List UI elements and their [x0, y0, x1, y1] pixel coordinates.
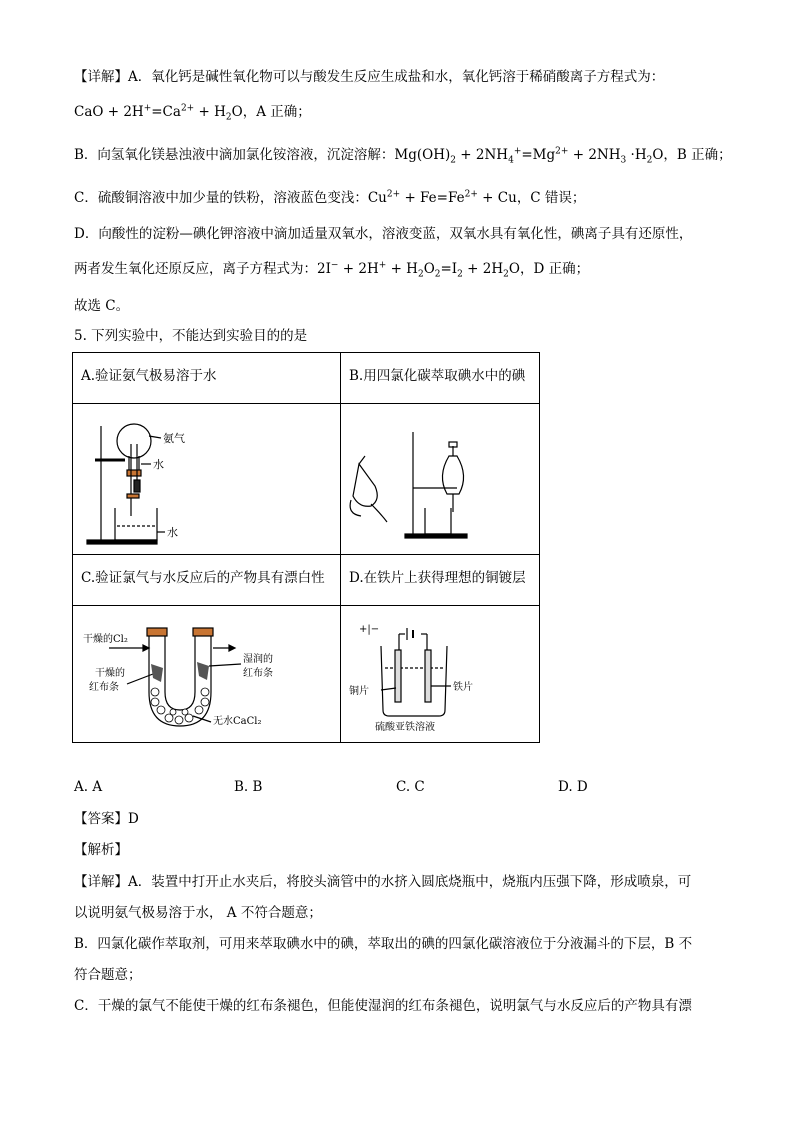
cell-b-title: B.用四氯化碳萃取碘水中的碘	[349, 368, 526, 384]
analysis-tag: 解析	[87, 842, 115, 858]
answer-options	[74, 778, 694, 798]
equation-cao: CaO + $2H^+=Ca^{2+} + H_2O$	[74, 103, 243, 123]
analysis-b-line1: B．四氯化碳作萃取剂，可用来萃取碘水中的碘，萃取出的碘的四氯化碳溶液位于分液漏斗的下层，B 不	[74, 936, 693, 952]
label-red-cloth-left: 红布条	[89, 682, 119, 693]
label-cacl2: 无水CaCl₂	[213, 716, 262, 727]
label-water-dropper: 水	[153, 458, 164, 471]
prev-b-line: B．向氢氧化镁悬浊液中滴加氯化铵溶液，沉淀溶解：$Mg(OH)_2 + 2NH_4^+=Mg^{2+} + 2NH_3 \cdot H_2O$，B 正确；	[74, 146, 732, 166]
option-d: D. D	[558, 779, 588, 795]
electroplating-apparatus-figure	[341, 606, 539, 742]
option-b: B. B	[234, 779, 263, 795]
electroplating-diagram	[341, 606, 539, 742]
utube-apparatus-figure	[73, 606, 340, 742]
cell-a-title: A.验证氨气极易溶于水	[81, 368, 217, 384]
answer-tag: 答案	[87, 811, 115, 827]
option-c: C. C	[396, 779, 425, 795]
cell-c-title: C.验证氯气与水反应后的产物具有漂白性	[81, 570, 325, 586]
label-solution: 硫酸亚铁溶液	[375, 722, 435, 733]
label-red-cloth-right: 红布条	[243, 668, 273, 679]
label-dry-cl2: 干燥的Cl₂	[83, 634, 128, 645]
experiment-table	[72, 352, 540, 743]
prev-detail-a-line1: 【详解】A．氧化钙是碱性氧化物可以与酸发生反应生成盐和水，氧化钙溶于稀硝酸离子方程式为：	[74, 69, 665, 85]
label-water-beaker: 水	[167, 526, 178, 539]
equation-mgoh2: $Mg(OH)_2 + 2NH_4^+=Mg^{2+} + 2NH_3 \cdot H_2O$	[394, 146, 664, 166]
answer-value: D	[128, 811, 139, 827]
equation-cu-fe: $Cu^{2+} + Fe=Fe^{2+} + Cu$	[367, 189, 517, 206]
label-wet-cloth: 湿润的	[243, 654, 273, 665]
extraction-diagram	[341, 404, 539, 554]
analysis-a-line2: 以说明氨气极易溶于水， A 不符合题意；	[74, 905, 322, 921]
label-copper: 铜片	[349, 686, 369, 697]
cell-d-title: D.在铁片上获得理想的铜镀层	[349, 570, 526, 586]
label-ammonia: 氨气	[163, 432, 185, 445]
equation-iodide: $2I^- + 2H^+ + H_2O_2=I_2 + 2H_2O$	[317, 260, 520, 280]
question-stem: 5. 下列实验中，不能达到实验目的的是	[74, 328, 308, 344]
label-iron: 铁片	[453, 682, 473, 693]
prev-c-line: C．硫酸铜溶液中加少量的铁粉，溶液蓝色变浅：$Cu^{2+} + Fe=Fe^{2+} + Cu$，C 错误；	[74, 189, 586, 206]
prev-a-equation-line: CaO + $2H^+=Ca^{2+} + H_2O$，A 正确；	[74, 103, 311, 123]
analysis-heading: 【解析】	[74, 842, 128, 858]
utube-diagram	[73, 606, 340, 742]
analysis-b-line2: 符合题意；	[74, 967, 142, 983]
label-dry-cloth: 干燥的	[95, 668, 125, 679]
analysis-a-line1: 【详解】A．装置中打开止水夹后，将胶头滴管中的水挤入圆底烧瓶中，烧瓶内压强下降，形成喷泉，可	[74, 874, 692, 890]
answer-line: 【答案】D	[74, 811, 139, 827]
fountain-diagram	[73, 404, 340, 554]
analysis-c-line1: C．干燥的氯气不能使干燥的红布条褪色，但能使湿润的红布条褪色，说明氯气与水反应后的产物具有漂	[74, 998, 692, 1014]
fountain-apparatus-figure	[73, 404, 340, 554]
prev-d-line2: 两者发生氧化还原反应，离子方程式为：$2I^- + 2H^+ + H_2O_2=I_2 + 2H_2O$，D 正确；	[74, 260, 590, 280]
option-a: A. A	[74, 779, 103, 795]
prev-choose: 故选 C。	[74, 298, 130, 314]
extraction-apparatus-figure	[341, 404, 539, 554]
detail-tag: 详解	[87, 69, 115, 85]
battery-symbol: +|−	[359, 624, 380, 635]
analysis-detail-tag: 详解	[87, 874, 115, 890]
prev-d-line1: D．向酸性的淀粉—碘化钾溶液中滴加适量双氧水，溶液变蓝，双氧水具有氧化性，碘离子具有还原性，	[74, 226, 693, 242]
